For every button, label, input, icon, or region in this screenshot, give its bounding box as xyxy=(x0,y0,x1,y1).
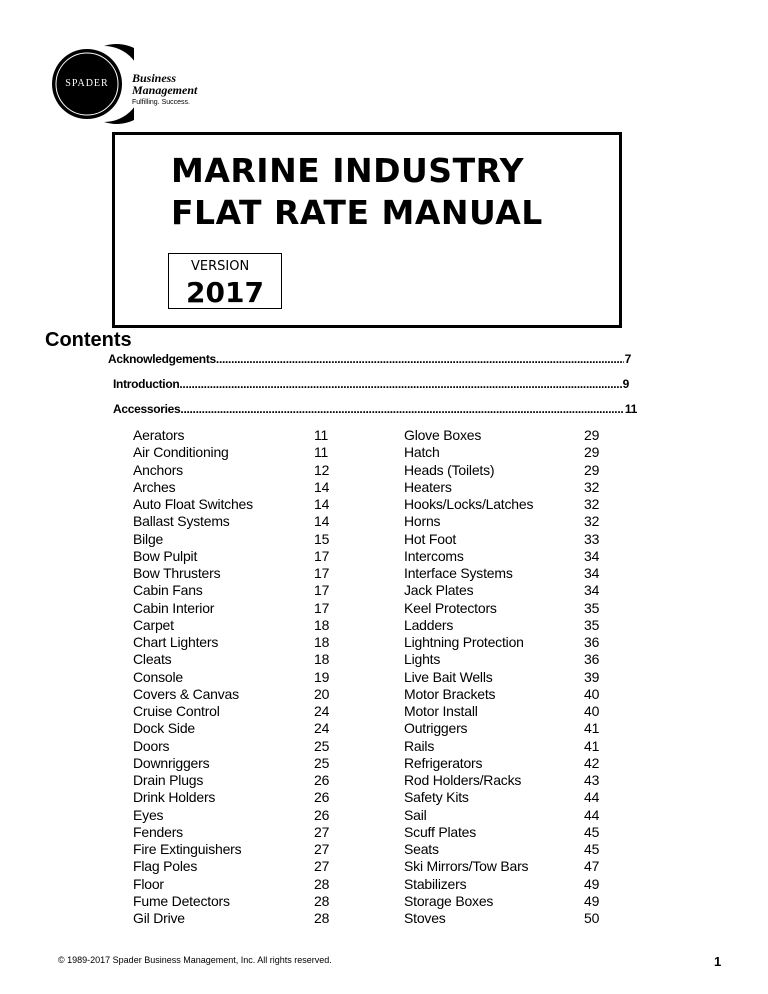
toc-entry-label: Accessories xyxy=(113,402,181,416)
index-entry-name: Anchors xyxy=(133,461,183,478)
index-entry-page: 12 xyxy=(314,461,330,478)
index-entry-name: Fenders xyxy=(133,823,183,840)
index-entry-name: Horns xyxy=(404,513,441,530)
index-entry-page: 40 xyxy=(584,685,600,702)
toc-leader-dots xyxy=(216,352,624,366)
index-entry-page: 24 xyxy=(314,703,330,719)
index-entry-page: 34 xyxy=(584,565,600,581)
index-entry-page: 27 xyxy=(314,823,330,840)
index-entry-name: Outriggers xyxy=(404,720,468,737)
index-entry-page: 17 xyxy=(314,599,330,616)
toc-leader-dots xyxy=(179,377,621,391)
index-entry-page: 47 xyxy=(584,858,600,875)
company-logo xyxy=(44,44,214,124)
index-entry-name: Cruise Control xyxy=(133,703,220,719)
index-entry-name: Heads (Toilets) xyxy=(404,461,495,478)
index-entry-page: 49 xyxy=(584,875,600,892)
index-entry-name: Eyes xyxy=(133,806,164,823)
index-entry-page: 50 xyxy=(584,910,600,926)
index-entry-page: 18 xyxy=(314,616,330,633)
index-entry-name: Bow Thrusters xyxy=(133,565,221,581)
index-entry-page: 28 xyxy=(314,910,330,926)
index-entry-name: Hatch xyxy=(404,444,440,461)
index-entry-page: 34 xyxy=(584,582,600,599)
index-entry-page: 39 xyxy=(584,668,600,685)
index-entry-page: 17 xyxy=(314,582,330,599)
index-entry-page: 49 xyxy=(584,892,600,909)
toc-entry-accessories[interactable] xyxy=(113,402,637,416)
index-entry-name: Intercoms xyxy=(404,547,464,564)
index-entry-page: 11 xyxy=(314,427,329,443)
version-box xyxy=(168,253,282,309)
index-entry-name: Ladders xyxy=(404,616,454,633)
index-entry-page: 26 xyxy=(314,789,330,806)
index-entry-page: 43 xyxy=(584,772,600,788)
document-title-line-1: MARINE INDUSTRY xyxy=(171,151,525,190)
index-entry-page: 18 xyxy=(314,651,330,668)
index-entry-name: Fire Extinguishers xyxy=(133,841,242,857)
index-entry-name: Stabilizers xyxy=(404,875,467,892)
copyright-footer: © 1989-2017 Spader Business Management, Inc. All rights reserved. xyxy=(58,955,332,965)
logo-line-management: Management xyxy=(132,83,198,97)
index-entry-name: Storage Boxes xyxy=(404,892,494,909)
version-label: VERSION xyxy=(191,259,250,274)
toc-entry-label: Introduction xyxy=(113,377,180,391)
document-title-line-2: FLAT RATE MANUAL xyxy=(171,193,543,232)
logo-tagline: Fulfilling. Success. xyxy=(132,99,190,106)
index-entry-name: Ballast Systems xyxy=(133,513,230,530)
index-entry-page: 44 xyxy=(584,789,600,806)
index-entry-page: 18 xyxy=(314,634,330,650)
index-entry-page: 28 xyxy=(314,892,330,909)
index-entry-name: Bow Pulpit xyxy=(133,547,198,564)
index-entry-page: 14 xyxy=(314,478,330,495)
index-entry-page: 41 xyxy=(584,720,600,737)
index-entry-name: Cabin Fans xyxy=(133,582,203,599)
index-entry-page: 35 xyxy=(584,599,600,616)
index-entry-page: 29 xyxy=(584,444,600,461)
index-entry-name: Stoves xyxy=(404,910,446,926)
index-entry-page: 32 xyxy=(584,496,600,512)
index-entry-name: Auto Float Switches xyxy=(133,496,253,512)
index-entry-page: 17 xyxy=(314,547,330,564)
index-entry-page: 27 xyxy=(314,841,330,857)
index-entry-page: 44 xyxy=(584,806,600,823)
index-entry-page: 17 xyxy=(314,565,330,581)
index-entry-page: 20 xyxy=(314,685,330,702)
index-entry-page: 29 xyxy=(584,461,600,478)
index-entry-name: Keel Protectors xyxy=(404,599,497,616)
logo-wordmark: SPADER xyxy=(65,78,109,89)
toc-leader-dots xyxy=(180,402,623,416)
toc-entry-acknowledgements[interactable] xyxy=(108,352,631,366)
index-entry-page: 28 xyxy=(314,875,330,892)
index-entry-page: 15 xyxy=(314,530,330,547)
index-entry-name: Ski Mirrors/Tow Bars xyxy=(404,858,529,875)
index-entry-name: Aerators xyxy=(133,427,185,443)
index-entry-page: 26 xyxy=(314,806,330,823)
index-entry-page: 19 xyxy=(314,668,330,685)
index-entry-name: Scuff Plates xyxy=(404,823,477,840)
index-entry-name: Flag Poles xyxy=(133,858,198,875)
logo-text xyxy=(132,72,197,109)
index-entry-name: Heaters xyxy=(404,478,452,495)
index-entry-name: Glove Boxes xyxy=(404,427,482,443)
index-entry-name: Jack Plates xyxy=(404,582,474,599)
index-entry-name: Dock Side xyxy=(133,720,196,737)
index-entry-page: 35 xyxy=(584,616,600,633)
index-entry-page: 45 xyxy=(584,823,600,840)
index-entry-name: Drain Plugs xyxy=(133,772,204,788)
index-entry-name: Cleats xyxy=(133,651,172,668)
index-entry-page: 32 xyxy=(584,513,600,530)
index-entry-name: Bilge xyxy=(133,530,164,547)
index-entry-name: Console xyxy=(133,668,183,685)
index-entry-name: Safety Kits xyxy=(404,789,469,806)
index-entry-page: 29 xyxy=(584,427,600,443)
index-entry-page: 14 xyxy=(314,496,330,512)
index-entry-name: Sail xyxy=(404,806,427,823)
index-entry-name: Arches xyxy=(133,478,176,495)
title-box xyxy=(112,132,622,328)
index-entry-page: 11 xyxy=(314,444,329,461)
index-entry-name: Motor Brackets xyxy=(404,685,496,702)
page-number: 1 xyxy=(714,954,722,969)
index-entry-name: Doors xyxy=(133,737,170,754)
index-entry-name: Cabin Interior xyxy=(133,599,215,616)
index-entry-name: Floor xyxy=(133,875,164,892)
toc-entry-page: 11 xyxy=(624,402,637,416)
index-entry-name: Fume Detectors xyxy=(133,892,230,909)
toc-entry-page: 9 xyxy=(622,377,629,391)
index-entry-page: 42 xyxy=(584,754,600,771)
index-entry-page: 32 xyxy=(584,478,600,495)
index-entry-name: Drink Holders xyxy=(133,789,216,806)
toc-entry-page: 7 xyxy=(624,352,631,366)
index-entry-name: Hooks/Locks/Latches xyxy=(404,496,534,512)
index-entry-page: 34 xyxy=(584,547,600,564)
index-entry-name: Chart Lighters xyxy=(133,634,219,650)
index-entry-name: Seats xyxy=(404,841,439,857)
index-entry-page: 25 xyxy=(314,754,330,771)
index-entry-page: 14 xyxy=(314,513,330,530)
index-entry-page: 36 xyxy=(584,634,600,650)
index-entry-name: Rails xyxy=(404,737,435,754)
index-entry-page: 36 xyxy=(584,651,600,668)
index-entry-page: 45 xyxy=(584,841,600,857)
index-entry-name: Carpet xyxy=(133,616,174,633)
index-entry-page: 24 xyxy=(314,720,330,737)
version-year: 2017 xyxy=(186,276,264,309)
toc-entry-label: Acknowledgements xyxy=(108,352,216,366)
index-entry-name: Refrigerators xyxy=(404,754,483,771)
toc-entry-introduction[interactable] xyxy=(113,377,629,391)
index-entry-name: Lights xyxy=(404,651,441,668)
index-entry-name: Covers & Canvas xyxy=(133,685,239,702)
index-entry-page: 41 xyxy=(584,737,600,754)
contents-heading: Contents xyxy=(45,329,132,351)
index-entry-name: Interface Systems xyxy=(404,565,513,581)
index-entry-name: Live Bait Wells xyxy=(404,668,493,685)
logo-line-business: Business xyxy=(132,71,177,85)
index-entry-name: Downriggers xyxy=(133,754,210,771)
index-entry-page: 33 xyxy=(584,530,600,547)
index-entry-name: Air Conditioning xyxy=(133,444,229,461)
index-entry-page: 27 xyxy=(314,858,330,875)
index-entry-page: 26 xyxy=(314,772,330,788)
index-entry-name: Motor Install xyxy=(404,703,478,719)
index-entry-name: Gil Drive xyxy=(133,910,185,926)
index-entry-page: 40 xyxy=(584,703,600,719)
index-entry-name: Lightning Protection xyxy=(404,634,524,650)
index-entry-page: 25 xyxy=(314,737,330,754)
index-entry-name: Hot Foot xyxy=(404,530,457,547)
index-entry-name: Rod Holders/Racks xyxy=(404,772,522,788)
